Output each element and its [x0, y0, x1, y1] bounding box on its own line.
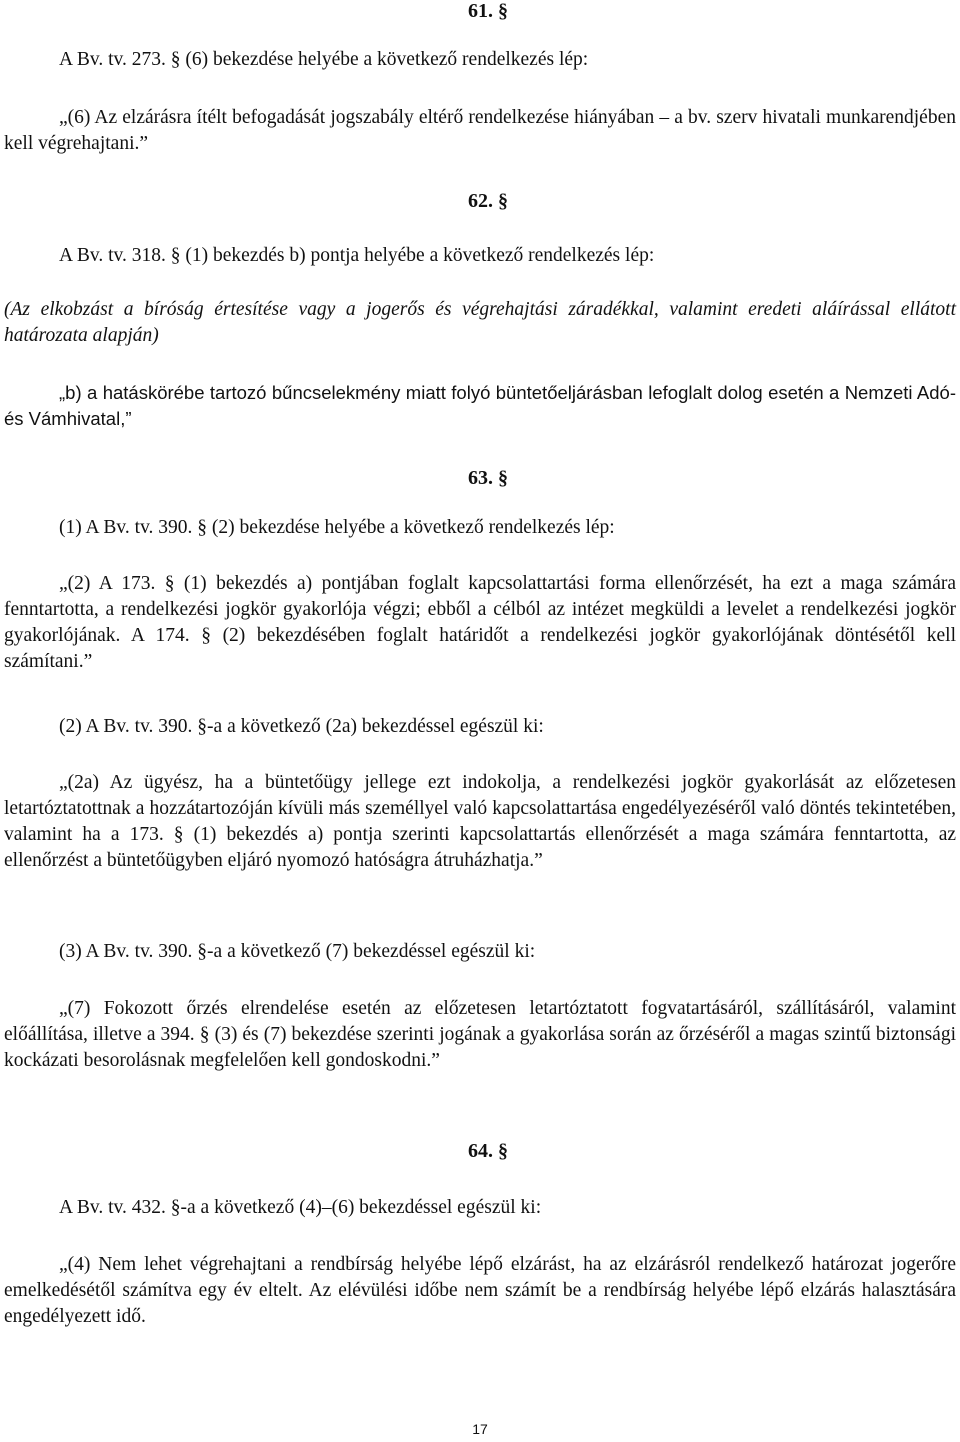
paragraph-62-context: (Az elkobzást a bíróság értesítése vagy a jogerős és végrehajtási záradékkal, valamint eredeti aláírással ellátott határozata alapján) [4, 299, 956, 346]
paragraph-62-intro: A Bv. tv. 318. § (1) bekezdés b) pontja helyébe a következő rendelkezés lép: [59, 245, 655, 266]
section-heading-64: 64. § [468, 1140, 508, 1162]
paragraph-62-text: „b) a hatáskörébe tartozó bűncselekmény miatt folyó büntetőeljárásban lefoglalt dolog esetén a Nemzeti Adó- és Vámhivatal,” [4, 382, 956, 429]
paragraph-61-text: „(6) Az elzárásra ítélt befogadását jogszabály eltérő rendelkezése hiányában – a bv. szerv hivatali munkarendjében kell végrehajtani.” [4, 107, 956, 154]
paragraph-63-1-text: „(2) A 173. § (1) bekezdés a) pontjában foglalt kapcsolattartási forma ellenőrzését, ha ezt a maga számára fenntartotta, a rendelkezési jogkör gyakorlója végzi; ebből a célból az intézet megküldi a levelet a rendelkezési jogkör gyakorlójának. A 174. § (2) bekezdésében foglalt határidőt a rendelkezési jogkör gyakorlójának döntésétől kell számítani.” [4, 573, 956, 672]
paragraph-64-text: „(4) Nem lehet végrehajtani a rendbírság helyébe lépő elzárást, ha az elzárásról rendelkező határozat jogerőre emelkedésétől számítva egy év eltelt. Az elévülési időbe nem számít be a rendbírság helyébe lépő elzárás halasztására engedélyezett idő. [4, 1254, 956, 1327]
paragraph-63-1-intro: (1) A Bv. tv. 390. § (2) bekezdése helyébe a következő rendelkezés lép: [59, 517, 615, 538]
paragraph-63-3-intro: (3) A Bv. tv. 390. §-a a következő (7) bekezdéssel egészül ki: [59, 941, 536, 962]
paragraph-63-2-text: „(2a) Az ügyész, ha a büntetőügy jellege ezt indokolja, a rendelkezési jogkör gyakorlását az előzetesen letartóztatottnak a hozzátartozóján kívüli más személlyel való kapcsolattartása engedélyezéséről való döntés tekintetében, valamint ha a 173. § (1) bekezdés a) pontja szerinti kapcsolattartás ellenőrzését a maga számára fenntartotta, az ellenőrzést a büntetőügyben eljáró nyomozó hatóságra átruházhatja.” [4, 772, 956, 871]
paragraph-63-2-intro: (2) A Bv. tv. 390. §-a a következő (2a) bekezdéssel egészül ki: [59, 716, 544, 737]
section-heading-63: 63. § [468, 467, 508, 489]
page-number: 17 [472, 1421, 488, 1437]
paragraph-63-3-text: „(7) Fokozott őrzés elrendelése esetén az előzetesen letartóztatott fogvatartásáról, szállításáról, valamint előállítása, illetve a 394. § (3) és (7) bekezdése szerinti jogának a gyakorlása során az őrzéséről a magas szintű biztonsági kockázati besorolásnak megfelelően kell gondoskodni.” [4, 998, 956, 1071]
section-heading-61: 61. § [468, 0, 508, 22]
section-heading-62: 62. § [468, 190, 508, 212]
paragraph-64-intro: A Bv. tv. 432. §-a a következő (4)–(6) bekezdéssel egészül ki: [59, 1197, 542, 1218]
paragraph-61-intro: A Bv. tv. 273. § (6) bekezdése helyébe a következő rendelkezés lép: [59, 49, 589, 70]
